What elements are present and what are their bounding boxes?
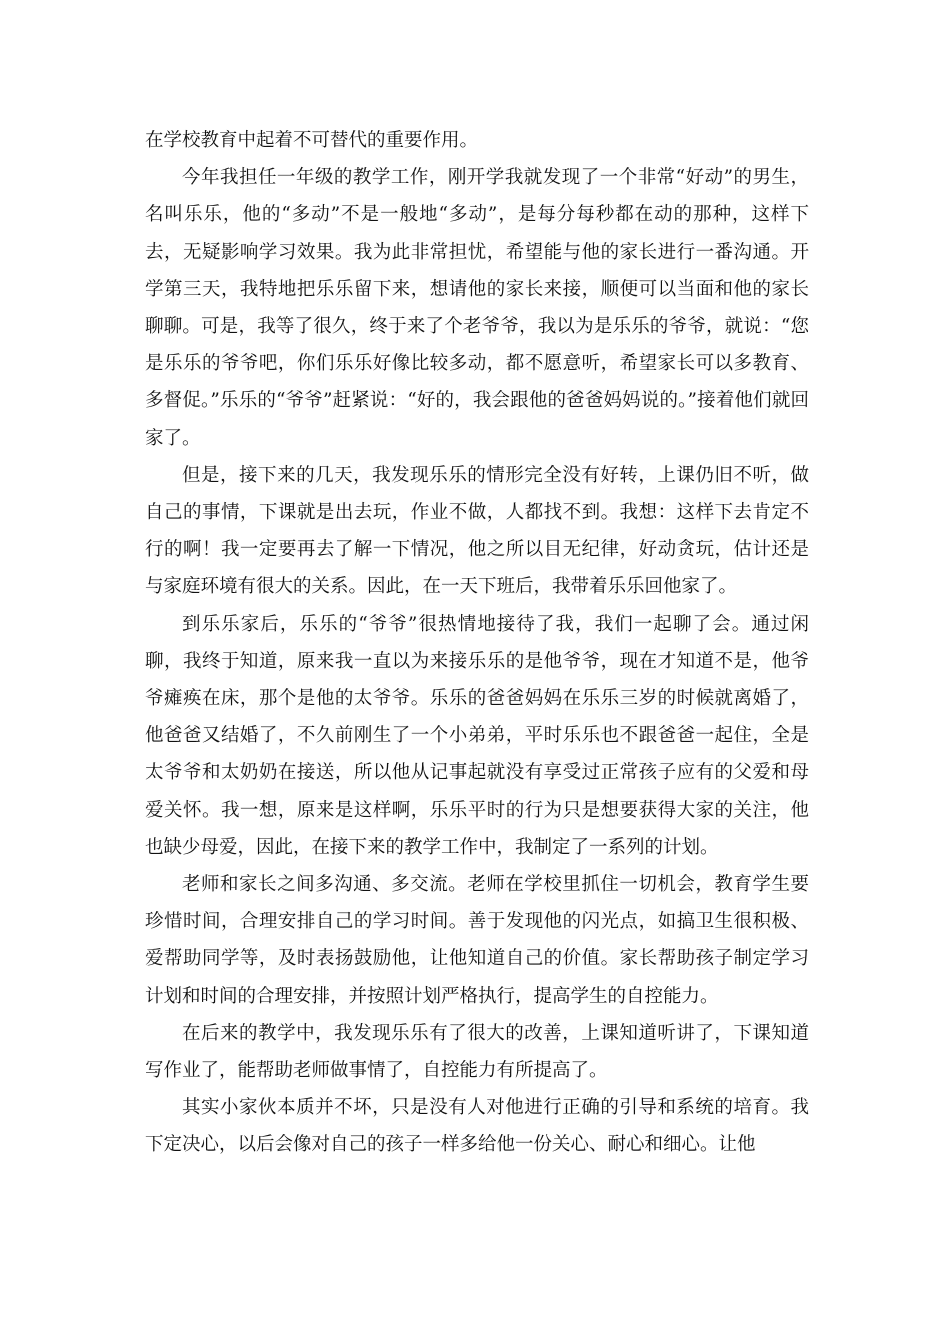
paragraph-resolution: 其实小家伙本质并不坏，只是没有人对他进行正确的引导和系统的培育。我下定决心，以后会像对自己的孩子一样多给他一份关心、耐心和细心。让他 bbox=[145, 1097, 809, 1156]
paragraph-continued: 在学校教育中起着不可替代的重要作用。 bbox=[145, 130, 479, 151]
paragraph-improvement: 在后来的教学中，我发现乐乐有了很大的改善，上课知道听讲了，下课知道写作业了，能帮助老师做事情了，自控能力有所提高了。 bbox=[145, 1022, 809, 1082]
paragraph-home-visit: 到乐乐家后，乐乐的“爷爷”很热情地接待了我，我们一起聊了会。通过闲聊，我终于知道，原来我一直以为来接乐乐的是他爷爷，现在才知道不是，他爷爷瘫痪在床，那个是他的太爷爷。乐乐的爸爸妈妈在乐乐三岁的时候就离婚了，他爸爸又结婚了，不久前刚生了一个小弟弟，平时乐乐也不跟爸爸一起住，全是太爷爷和太奶奶在接送，所以他从记事起就没有享受过正常孩子应有的父爱和母爱关怀。我一想，原来是这样啊，乐乐平时的行为只是想要获得大家的关注，他也缺少母爱，因此，在接下来的教学工作中，我制定了一系列的计划。 bbox=[145, 613, 809, 858]
paragraph-first-meeting: 今年我担任一年级的教学工作，刚开学我就发现了一个非常“好动”的男生，名叫乐乐，他的“多动”不是一般地“多动”，是每分每秒都在动的那种，这样下去，无疑影响学习效果。我为此非常担忧，希望能与他的家长进行一番沟通。开学第三天，我特地把乐乐留下来，想请他的家长来接，顺便可以当面和他的家长聊聊。可是，我等了很久，终于来了个老爷爷，我以为是乐乐的爷爷，就说：“您是乐乐的爷爷吧，你们乐乐好像比较多动，都不愿意听，希望家长可以多教育、多督促。”乐乐的“爷爷”赶紧说：“好的，我会跟他的爸爸妈妈说的。”接着他们就回家了。 bbox=[145, 167, 809, 449]
paragraph-plan: 老师和家长之间多沟通、多交流。老师在学校里抓住一切机会，教育学生要珍惜时间，合理安排自己的学习时间。善于发现他的闪光点，如搞卫生很积极、爱帮助同学等，及时表扬鼓励他，让他知道自己的价值。家长帮助孩子制定学习计划和时间的合理安排，并按照计划严格执行，提高学生的自控能力。 bbox=[145, 874, 809, 1007]
paragraph-no-improvement: 但是，接下来的几天，我发现乐乐的情形完全没有好转，上课仍旧不听，做自己的事情，下课就是出去玩，作业不做，人都找不到。我想：这样下去肯定不行的啊！我一定要再去了解一下情况，他之所以目无纪律，好动贪玩，估计还是与家庭环境有很大的关系。因此，在一天下班后，我带着乐乐回他家了。 bbox=[145, 464, 809, 598]
document-page bbox=[145, 122, 809, 1164]
